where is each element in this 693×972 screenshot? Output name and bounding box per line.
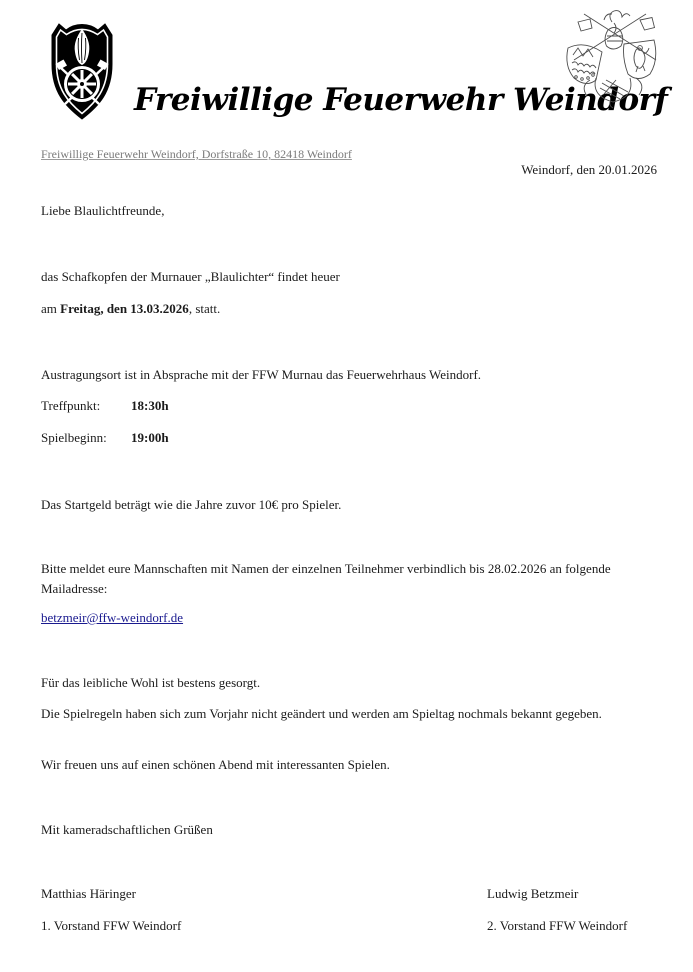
email-line — [41, 608, 657, 628]
venue-line: Austragungsort ist in Absprache mit der FFW Murnau das Feuerwehrhaus Weindorf. — [41, 367, 482, 382]
greeting-line: Mit kameradschaftlichen Grüßen — [41, 822, 213, 837]
fee-line: Das Startgeld beträgt wie die Jahre zuvor 10€ pro Spieler. — [41, 497, 342, 512]
registration-paragraph: Bitte meldet eure Mannschaften mit Namen der einzelnen Teilnehmer verbindlich bis 28.02.2026 an folgende Mailadresse: — [41, 561, 611, 596]
catering-line: Für das leibliche Wohl ist bestens gesorgt. — [41, 675, 261, 690]
salutation: Liebe Blaulichtfreunde, — [41, 203, 165, 218]
email-link[interactable]: betzmeir@ffw-weindorf.de — [41, 610, 184, 625]
signature-left-name: Matthias Häringer — [41, 886, 136, 901]
meeting-label: Treffpunkt: — [41, 398, 101, 413]
announcement-line: das Schafkopfen der Murnauer „Blaulichter“ findet heuer — [41, 269, 340, 284]
meeting-time: 18:30h — [131, 398, 169, 413]
signature-left-role: 1. Vorstand FFW Weindorf — [41, 918, 182, 933]
sender-address-line: Freiwillige Feuerwehr Weindorf, Dorfstraße 10, 82418 Weindorf — [41, 147, 352, 161]
meeting-time-line — [41, 396, 657, 416]
rules-paragraph: Die Spielregeln haben sich zum Vorjahr nicht geändert und werden am Spieltag nochmals bekannt gegeben. — [41, 706, 602, 721]
letterhead-title: Freiwillige Feuerwehr Weindorf — [134, 82, 668, 118]
start-time: 19:00h — [131, 430, 169, 445]
signature-right-name: Ludwig Betzmeir — [487, 886, 579, 901]
closing-wish-line: Wir freuen uns auf einen schönen Abend mit interessanten Spielen. — [41, 757, 390, 772]
event-date-prefix: am — [41, 301, 61, 316]
date-line: Weindorf, den 20.01.2026 — [521, 162, 657, 177]
start-label: Spielbeginn: — [41, 430, 107, 445]
coat-of-arms-icon — [560, 8, 666, 110]
event-date-bold: Freitag, den 13.03.2026 — [60, 301, 189, 316]
fire-brigade-shield-icon — [47, 20, 117, 122]
event-date-line — [41, 299, 657, 319]
signature-right-role: 2. Vorstand FFW Weindorf — [487, 918, 628, 933]
start-time-line — [41, 428, 657, 448]
event-date-suffix: , statt. — [188, 301, 221, 316]
